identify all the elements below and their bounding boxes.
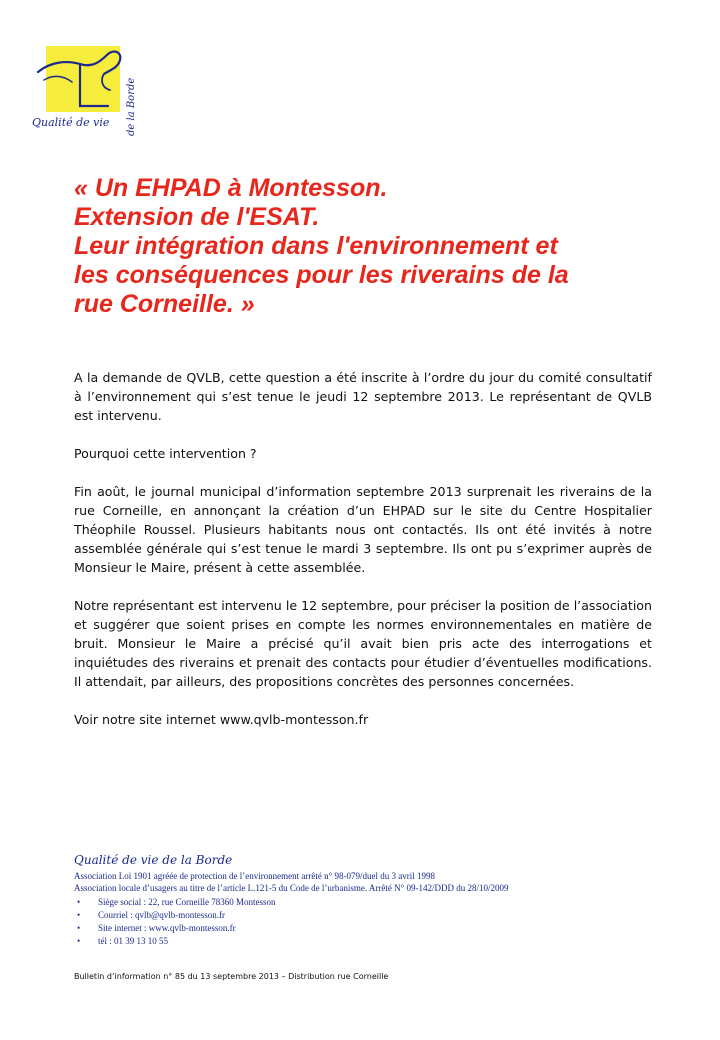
- bulletin-note: Bulletin d’information n° 85 du 13 septembre 2013 – Distribution rue Corneille: [74, 972, 389, 981]
- contact-text: Site internet : www.qvlb-montesson.fr: [98, 923, 236, 933]
- paragraph-intervention: Notre représentant est intervenu le 12 septembre, pour préciser la position de l’association et suggérer que soient prises en compte les normes environnementales en matière de bruit. Monsieur le Maire a précisé qu’il avait bien pris acte des interrogations et inquiétudes des riverains et prenait des contacts pour étudier d’éventuelles modifications. Il attendait, par ailleurs, des propositions concrètes des personnes concernées.: [74, 598, 652, 689]
- title-line: Extension de l'ESAT.: [74, 203, 320, 231]
- document-body: [74, 368, 652, 748]
- title-line: Leur intégration dans l'environnement et: [74, 232, 558, 260]
- logo-side-text: de la Borde: [126, 77, 137, 136]
- bullet-icon: •: [77, 897, 81, 907]
- contact-item-email: [74, 909, 674, 921]
- title-line: « Un EHPAD à Montesson.: [74, 174, 388, 202]
- contact-text: tél : 01 39 13 10 55: [98, 936, 168, 946]
- bullet-icon: •: [77, 936, 81, 946]
- contact-text: Siège social : 22, rue Corneille 78360 Montesson: [98, 897, 276, 907]
- association-logo: [30, 40, 137, 140]
- contact-item-phone: [74, 935, 674, 947]
- title-line: rue Corneille. »: [74, 290, 255, 318]
- bullet-icon: •: [77, 910, 81, 920]
- contact-item-website: [74, 922, 674, 934]
- title-line: les conséquences pour les riverains de la: [74, 261, 569, 289]
- association-footer: [74, 852, 674, 948]
- contact-list: [74, 896, 674, 947]
- contact-item-address: [74, 896, 674, 908]
- footer-line: Association Loi 1901 agréée de protection de l’environnement arrêté n° 98-079/duel du 3 avril 1998: [74, 871, 435, 881]
- paragraph-website: Voir notre site internet www.qvlb-montesson.fr: [74, 712, 369, 727]
- document-title: [74, 174, 674, 319]
- footer-brand: Qualité de vie de la Borde: [74, 853, 233, 867]
- bullet-icon: •: [77, 923, 81, 933]
- contact-text: Courriel : qvlb@qvlb-montesson.fr: [98, 910, 226, 920]
- footer-line: Association locale d’usagers au titre de l’article L.121-5 du Code de l’urbanisme. Arrêté N° 09-142/DDD du 28/10/2009: [74, 883, 509, 893]
- logo-drawing: [30, 40, 130, 120]
- logo-caption: Qualité de vie: [32, 116, 110, 129]
- paragraph-question: Pourquoi cette intervention ?: [74, 446, 257, 461]
- paragraph-context: Fin août, le journal municipal d’information septembre 2013 surprenait les riverains de la rue Corneille, en annonçant la création d’un EHPAD sur le site du Centre Hospitalier Théophile Roussel. Plusieurs habitants nous ont contactés. Ils ont été invités à notre assemblée générale qui s’est tenue le mardi 3 septembre. Ils ont pu s’exprimer auprès de Monsieur le Maire, présent à cette assemblée.: [74, 484, 652, 575]
- paragraph-intro: A la demande de QVLB, cette question a été inscrite à l’ordre du jour du comité consultatif à l’environnement qui s’est tenue le jeudi 12 septembre 2013. Le représentant de QVLB est intervenu.: [74, 370, 652, 423]
